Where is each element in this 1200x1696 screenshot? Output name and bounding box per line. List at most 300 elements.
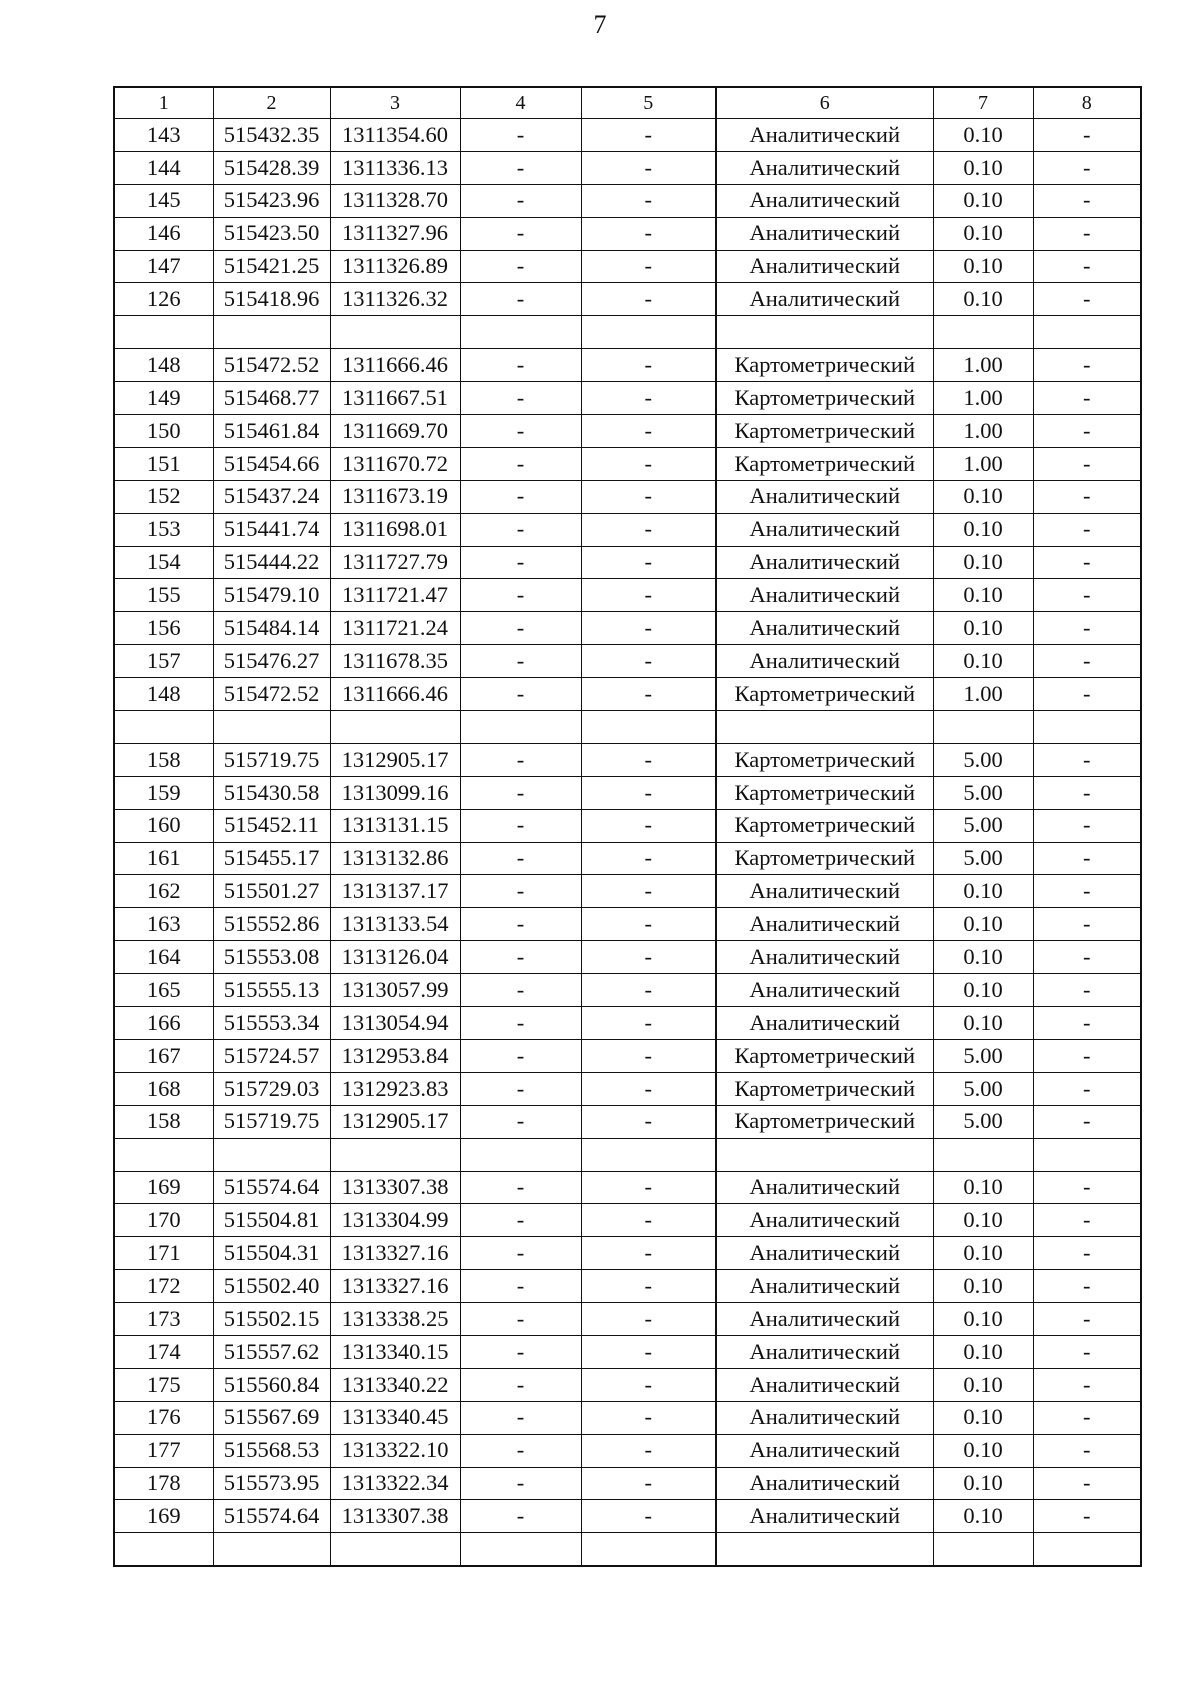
table-row	[114, 678, 1141, 711]
cell-col-8: -	[1033, 842, 1141, 875]
cell-x-coordinate: 515452.11	[213, 809, 330, 842]
cell-method: Аналитический	[716, 875, 933, 908]
cell-col-8: -	[1033, 250, 1141, 283]
cell-col-5: -	[581, 283, 716, 316]
cell-col-8: -	[1033, 678, 1141, 711]
cell-accuracy: 0.10	[933, 250, 1033, 283]
cell-point-number: 163	[114, 908, 213, 941]
cell-accuracy: 1.00	[933, 678, 1033, 711]
cell-method: Аналитический	[716, 217, 933, 250]
cell-col-4: -	[460, 1467, 581, 1500]
cell-accuracy: 0.10	[933, 1171, 1033, 1204]
table-row	[114, 1303, 1141, 1336]
cell-method: Аналитический	[716, 1171, 933, 1204]
cell-col-5: -	[581, 678, 716, 711]
table-row	[114, 480, 1141, 513]
cell-col-4: -	[460, 1434, 581, 1467]
cell-method: Аналитический	[716, 1270, 933, 1303]
table-row	[114, 415, 1141, 448]
cell-x-coordinate: 515468.77	[213, 382, 330, 415]
cell-col-8: -	[1033, 1204, 1141, 1237]
table-row	[114, 743, 1141, 776]
cell-y-coordinate: 1313132.86	[330, 842, 460, 875]
cell-method: Аналитический	[716, 1467, 933, 1500]
cell-col-5: -	[581, 1368, 716, 1401]
cell-accuracy: 0.10	[933, 513, 1033, 546]
cell-col-4: -	[460, 875, 581, 908]
cell-col-8	[1033, 711, 1141, 744]
cell-point-number: 148	[114, 678, 213, 711]
cell-col-5: -	[581, 480, 716, 513]
cell-col-8: -	[1033, 743, 1141, 776]
cell-col-8: -	[1033, 908, 1141, 941]
table-separator-row	[114, 1533, 1141, 1566]
cell-col-8: -	[1033, 941, 1141, 974]
cell-x-coordinate: 515553.08	[213, 941, 330, 974]
cell-point-number: 169	[114, 1171, 213, 1204]
cell-x-coordinate: 515719.75	[213, 743, 330, 776]
table-row	[114, 579, 1141, 612]
table-row	[114, 1467, 1141, 1500]
cell-y-coordinate: 1311328.70	[330, 184, 460, 217]
cell-col-5: -	[581, 645, 716, 678]
cell-method: Картометрический	[716, 447, 933, 480]
cell-col-8: -	[1033, 579, 1141, 612]
cell-col-8: -	[1033, 809, 1141, 842]
cell-point-number	[114, 1533, 213, 1566]
cell-col-5: -	[581, 349, 716, 382]
cell-point-number: 143	[114, 119, 213, 152]
cell-method: Аналитический	[716, 1401, 933, 1434]
cell-col-5: -	[581, 875, 716, 908]
cell-col-5: -	[581, 743, 716, 776]
table-header-row	[114, 87, 1141, 119]
cell-point-number: 168	[114, 1072, 213, 1105]
cell-y-coordinate: 1311669.70	[330, 415, 460, 448]
cell-col-8: -	[1033, 151, 1141, 184]
cell-point-number	[114, 711, 213, 744]
cell-col-8: -	[1033, 875, 1141, 908]
cell-accuracy: 0.10	[933, 217, 1033, 250]
cell-method: Картометрический	[716, 842, 933, 875]
table-row	[114, 447, 1141, 480]
cell-col-8: -	[1033, 1401, 1141, 1434]
cell-col-8: -	[1033, 349, 1141, 382]
cell-y-coordinate	[330, 711, 460, 744]
cell-y-coordinate: 1311721.24	[330, 612, 460, 645]
cell-point-number: 152	[114, 480, 213, 513]
cell-x-coordinate: 515423.96	[213, 184, 330, 217]
cell-y-coordinate: 1312905.17	[330, 1105, 460, 1138]
cell-accuracy: 0.10	[933, 1237, 1033, 1270]
table-body	[114, 87, 1141, 1566]
cell-y-coordinate: 1313099.16	[330, 776, 460, 809]
cell-col-8: -	[1033, 1303, 1141, 1336]
cell-method: Аналитический	[716, 579, 933, 612]
cell-accuracy: 0.10	[933, 151, 1033, 184]
cell-col-5: -	[581, 1434, 716, 1467]
cell-point-number: 170	[114, 1204, 213, 1237]
cell-y-coordinate: 1311327.96	[330, 217, 460, 250]
cell-x-coordinate: 515461.84	[213, 415, 330, 448]
cell-accuracy: 0.10	[933, 119, 1033, 152]
cell-col-4: -	[460, 645, 581, 678]
cell-col-5: -	[581, 1303, 716, 1336]
cell-col-8: -	[1033, 1007, 1141, 1040]
cell-accuracy: 0.10	[933, 546, 1033, 579]
cell-accuracy: 0.10	[933, 1401, 1033, 1434]
table-row	[114, 1237, 1141, 1270]
cell-method: Картометрический	[716, 1105, 933, 1138]
cell-x-coordinate	[213, 1533, 330, 1566]
table-row	[114, 645, 1141, 678]
cell-y-coordinate: 1311326.89	[330, 250, 460, 283]
cell-col-4: -	[460, 678, 581, 711]
cell-x-coordinate: 515455.17	[213, 842, 330, 875]
cell-point-number: 165	[114, 974, 213, 1007]
cell-y-coordinate: 1311667.51	[330, 382, 460, 415]
cell-col-5	[581, 316, 716, 349]
cell-col-5: -	[581, 382, 716, 415]
table-row	[114, 875, 1141, 908]
cell-y-coordinate: 1311666.46	[330, 678, 460, 711]
cell-point-number: 155	[114, 579, 213, 612]
cell-col-8: -	[1033, 283, 1141, 316]
cell-col-8: -	[1033, 974, 1141, 1007]
cell-y-coordinate: 1311336.13	[330, 151, 460, 184]
table-row	[114, 250, 1141, 283]
cell-col-8: -	[1033, 776, 1141, 809]
cell-col-5	[581, 1533, 716, 1566]
table-row	[114, 941, 1141, 974]
cell-x-coordinate: 515484.14	[213, 612, 330, 645]
cell-col-8: -	[1033, 447, 1141, 480]
cell-y-coordinate: 1313340.15	[330, 1335, 460, 1368]
cell-method: Картометрический	[716, 1039, 933, 1072]
cell-col-5: -	[581, 941, 716, 974]
cell-point-number: 146	[114, 217, 213, 250]
cell-method: Аналитический	[716, 1204, 933, 1237]
table-separator-row	[114, 1138, 1141, 1171]
cell-col-4: -	[460, 1303, 581, 1336]
cell-y-coordinate: 1313137.17	[330, 875, 460, 908]
cell-point-number: 176	[114, 1401, 213, 1434]
cell-col-4: -	[460, 776, 581, 809]
cell-col-4: -	[460, 217, 581, 250]
cell-accuracy: 0.10	[933, 974, 1033, 1007]
cell-accuracy: 5.00	[933, 1072, 1033, 1105]
cell-point-number	[114, 316, 213, 349]
cell-col-5: -	[581, 119, 716, 152]
cell-col-5: -	[581, 908, 716, 941]
cell-col-4: -	[460, 1204, 581, 1237]
cell-x-coordinate: 515504.31	[213, 1237, 330, 1270]
cell-col-8: -	[1033, 612, 1141, 645]
cell-col-4: -	[460, 743, 581, 776]
cell-point-number	[114, 1138, 213, 1171]
cell-accuracy: 5.00	[933, 842, 1033, 875]
cell-col-5: -	[581, 1204, 716, 1237]
cell-col-4: -	[460, 250, 581, 283]
cell-method: Аналитический	[716, 645, 933, 678]
table-row	[114, 776, 1141, 809]
cell-col-8	[1033, 316, 1141, 349]
cell-point-number: 174	[114, 1335, 213, 1368]
coordinates-table	[113, 86, 1142, 1567]
table-row	[114, 382, 1141, 415]
cell-col-4: -	[460, 908, 581, 941]
table-row	[114, 974, 1141, 1007]
cell-col-8: -	[1033, 1368, 1141, 1401]
cell-point-number: 164	[114, 941, 213, 974]
cell-col-8: -	[1033, 480, 1141, 513]
page-number: 7	[593, 10, 607, 39]
cell-x-coordinate: 515479.10	[213, 579, 330, 612]
cell-accuracy: 0.10	[933, 612, 1033, 645]
cell-col-8: -	[1033, 1237, 1141, 1270]
cell-y-coordinate: 1313054.94	[330, 1007, 460, 1040]
table-row	[114, 1072, 1141, 1105]
cell-col-8: -	[1033, 645, 1141, 678]
cell-method: Аналитический	[716, 1500, 933, 1533]
cell-col-5: -	[581, 1335, 716, 1368]
cell-col-8: -	[1033, 184, 1141, 217]
cell-point-number: 147	[114, 250, 213, 283]
cell-accuracy: 0.10	[933, 941, 1033, 974]
cell-col-4: -	[460, 974, 581, 1007]
cell-col-4: -	[460, 1105, 581, 1138]
cell-method: Аналитический	[716, 1434, 933, 1467]
cell-col-4: -	[460, 1237, 581, 1270]
header-cell-7: 7	[933, 87, 1033, 119]
cell-col-5: -	[581, 546, 716, 579]
table-row	[114, 217, 1141, 250]
cell-point-number: 178	[114, 1467, 213, 1500]
cell-y-coordinate: 1312953.84	[330, 1039, 460, 1072]
cell-accuracy: 5.00	[933, 1105, 1033, 1138]
cell-col-5: -	[581, 1171, 716, 1204]
cell-accuracy	[933, 316, 1033, 349]
cell-x-coordinate: 515724.57	[213, 1039, 330, 1072]
cell-y-coordinate: 1311666.46	[330, 349, 460, 382]
table-row	[114, 908, 1141, 941]
table-row	[114, 1335, 1141, 1368]
cell-method: Аналитический	[716, 184, 933, 217]
cell-col-4: -	[460, 809, 581, 842]
table-row	[114, 1039, 1141, 1072]
cell-col-5: -	[581, 809, 716, 842]
cell-x-coordinate: 515552.86	[213, 908, 330, 941]
cell-method: Аналитический	[716, 119, 933, 152]
table-separator-row	[114, 711, 1141, 744]
cell-point-number: 158	[114, 1105, 213, 1138]
cell-x-coordinate: 515454.66	[213, 447, 330, 480]
cell-col-8: -	[1033, 546, 1141, 579]
cell-y-coordinate: 1313340.45	[330, 1401, 460, 1434]
cell-x-coordinate: 515567.69	[213, 1401, 330, 1434]
cell-method: Аналитический	[716, 612, 933, 645]
cell-x-coordinate: 515418.96	[213, 283, 330, 316]
table-row	[114, 119, 1141, 152]
table-row	[114, 1500, 1141, 1533]
cell-accuracy: 0.10	[933, 1368, 1033, 1401]
cell-point-number: 161	[114, 842, 213, 875]
cell-y-coordinate: 1313327.16	[330, 1237, 460, 1270]
cell-method	[716, 711, 933, 744]
header-cell-3: 3	[330, 87, 460, 119]
cell-accuracy: 1.00	[933, 415, 1033, 448]
cell-col-5: -	[581, 513, 716, 546]
cell-col-8: -	[1033, 1072, 1141, 1105]
cell-x-coordinate: 515472.52	[213, 349, 330, 382]
cell-method: Аналитический	[716, 480, 933, 513]
header-cell-5: 5	[581, 87, 716, 119]
cell-accuracy: 0.10	[933, 184, 1033, 217]
cell-method: Аналитический	[716, 250, 933, 283]
cell-col-4: -	[460, 842, 581, 875]
cell-col-5: -	[581, 1072, 716, 1105]
cell-method: Аналитический	[716, 1368, 933, 1401]
cell-method: Аналитический	[716, 1303, 933, 1336]
cell-y-coordinate: 1311678.35	[330, 645, 460, 678]
cell-point-number: 169	[114, 1500, 213, 1533]
cell-col-5: -	[581, 974, 716, 1007]
cell-col-5: -	[581, 1105, 716, 1138]
cell-col-4: -	[460, 415, 581, 448]
cell-method: Аналитический	[716, 1237, 933, 1270]
cell-accuracy: 0.10	[933, 1500, 1033, 1533]
cell-method	[716, 1138, 933, 1171]
cell-accuracy: 0.10	[933, 1303, 1033, 1336]
cell-point-number: 148	[114, 349, 213, 382]
cell-col-5: -	[581, 184, 716, 217]
header-cell-4: 4	[460, 87, 581, 119]
cell-method: Картометрический	[716, 415, 933, 448]
cell-col-4: -	[460, 382, 581, 415]
cell-point-number: 156	[114, 612, 213, 645]
cell-point-number: 158	[114, 743, 213, 776]
cell-y-coordinate: 1313340.22	[330, 1368, 460, 1401]
cell-col-5: -	[581, 217, 716, 250]
cell-col-4: -	[460, 1270, 581, 1303]
cell-col-4: -	[460, 941, 581, 974]
cell-point-number: 126	[114, 283, 213, 316]
cell-point-number: 153	[114, 513, 213, 546]
cell-accuracy: 0.10	[933, 1467, 1033, 1500]
cell-accuracy: 0.10	[933, 645, 1033, 678]
cell-x-coordinate: 515444.22	[213, 546, 330, 579]
cell-col-4	[460, 316, 581, 349]
cell-col-4: -	[460, 151, 581, 184]
cell-point-number: 157	[114, 645, 213, 678]
cell-col-8: -	[1033, 1105, 1141, 1138]
cell-col-4: -	[460, 1500, 581, 1533]
cell-method: Аналитический	[716, 974, 933, 1007]
cell-y-coordinate: 1313057.99	[330, 974, 460, 1007]
cell-method	[716, 1533, 933, 1566]
cell-x-coordinate: 515476.27	[213, 645, 330, 678]
cell-x-coordinate	[213, 316, 330, 349]
cell-col-5: -	[581, 842, 716, 875]
cell-col-8: -	[1033, 1335, 1141, 1368]
table-row	[114, 1007, 1141, 1040]
cell-col-8: -	[1033, 1039, 1141, 1072]
cell-x-coordinate: 515504.81	[213, 1204, 330, 1237]
cell-col-5: -	[581, 1401, 716, 1434]
header-cell-6: 6	[716, 87, 933, 119]
cell-col-4	[460, 711, 581, 744]
cell-point-number: 167	[114, 1039, 213, 1072]
cell-col-5: -	[581, 1270, 716, 1303]
cell-col-4: -	[460, 1072, 581, 1105]
cell-col-4: -	[460, 1401, 581, 1434]
cell-point-number: 160	[114, 809, 213, 842]
cell-accuracy: 1.00	[933, 349, 1033, 382]
cell-accuracy: 0.10	[933, 1434, 1033, 1467]
cell-point-number: 150	[114, 415, 213, 448]
cell-point-number: 149	[114, 382, 213, 415]
cell-method: Аналитический	[716, 283, 933, 316]
cell-y-coordinate: 1313307.38	[330, 1500, 460, 1533]
cell-col-4: -	[460, 447, 581, 480]
cell-col-4: -	[460, 480, 581, 513]
cell-col-4	[460, 1138, 581, 1171]
cell-col-5: -	[581, 447, 716, 480]
cell-point-number: 144	[114, 151, 213, 184]
cell-col-4: -	[460, 1007, 581, 1040]
cell-x-coordinate	[213, 711, 330, 744]
cell-col-5: -	[581, 1467, 716, 1500]
cell-accuracy: 0.10	[933, 1270, 1033, 1303]
cell-x-coordinate: 515568.53	[213, 1434, 330, 1467]
cell-col-4: -	[460, 1039, 581, 1072]
cell-x-coordinate: 515719.75	[213, 1105, 330, 1138]
cell-col-4: -	[460, 184, 581, 217]
cell-accuracy: 0.10	[933, 579, 1033, 612]
cell-col-4: -	[460, 1171, 581, 1204]
cell-y-coordinate: 1312905.17	[330, 743, 460, 776]
table-row	[114, 1105, 1141, 1138]
cell-accuracy: 5.00	[933, 809, 1033, 842]
cell-x-coordinate: 515430.58	[213, 776, 330, 809]
cell-accuracy: 0.10	[933, 908, 1033, 941]
cell-method: Аналитический	[716, 513, 933, 546]
cell-method	[716, 316, 933, 349]
cell-accuracy: 0.10	[933, 283, 1033, 316]
cell-col-5	[581, 711, 716, 744]
cell-col-8: -	[1033, 1500, 1141, 1533]
cell-x-coordinate: 515574.64	[213, 1500, 330, 1533]
cell-method: Картометрический	[716, 382, 933, 415]
cell-method: Аналитический	[716, 1335, 933, 1368]
cell-accuracy	[933, 1138, 1033, 1171]
cell-method: Картометрический	[716, 349, 933, 382]
cell-method: Картометрический	[716, 809, 933, 842]
cell-point-number: 175	[114, 1368, 213, 1401]
table-row	[114, 513, 1141, 546]
cell-col-8: -	[1033, 415, 1141, 448]
table-row	[114, 151, 1141, 184]
cell-y-coordinate: 1312923.83	[330, 1072, 460, 1105]
cell-x-coordinate: 515573.95	[213, 1467, 330, 1500]
table-row	[114, 809, 1141, 842]
cell-y-coordinate: 1313338.25	[330, 1303, 460, 1336]
cell-point-number: 177	[114, 1434, 213, 1467]
table-row	[114, 283, 1141, 316]
cell-col-5: -	[581, 1237, 716, 1270]
cell-x-coordinate: 515574.64	[213, 1171, 330, 1204]
cell-method: Аналитический	[716, 908, 933, 941]
